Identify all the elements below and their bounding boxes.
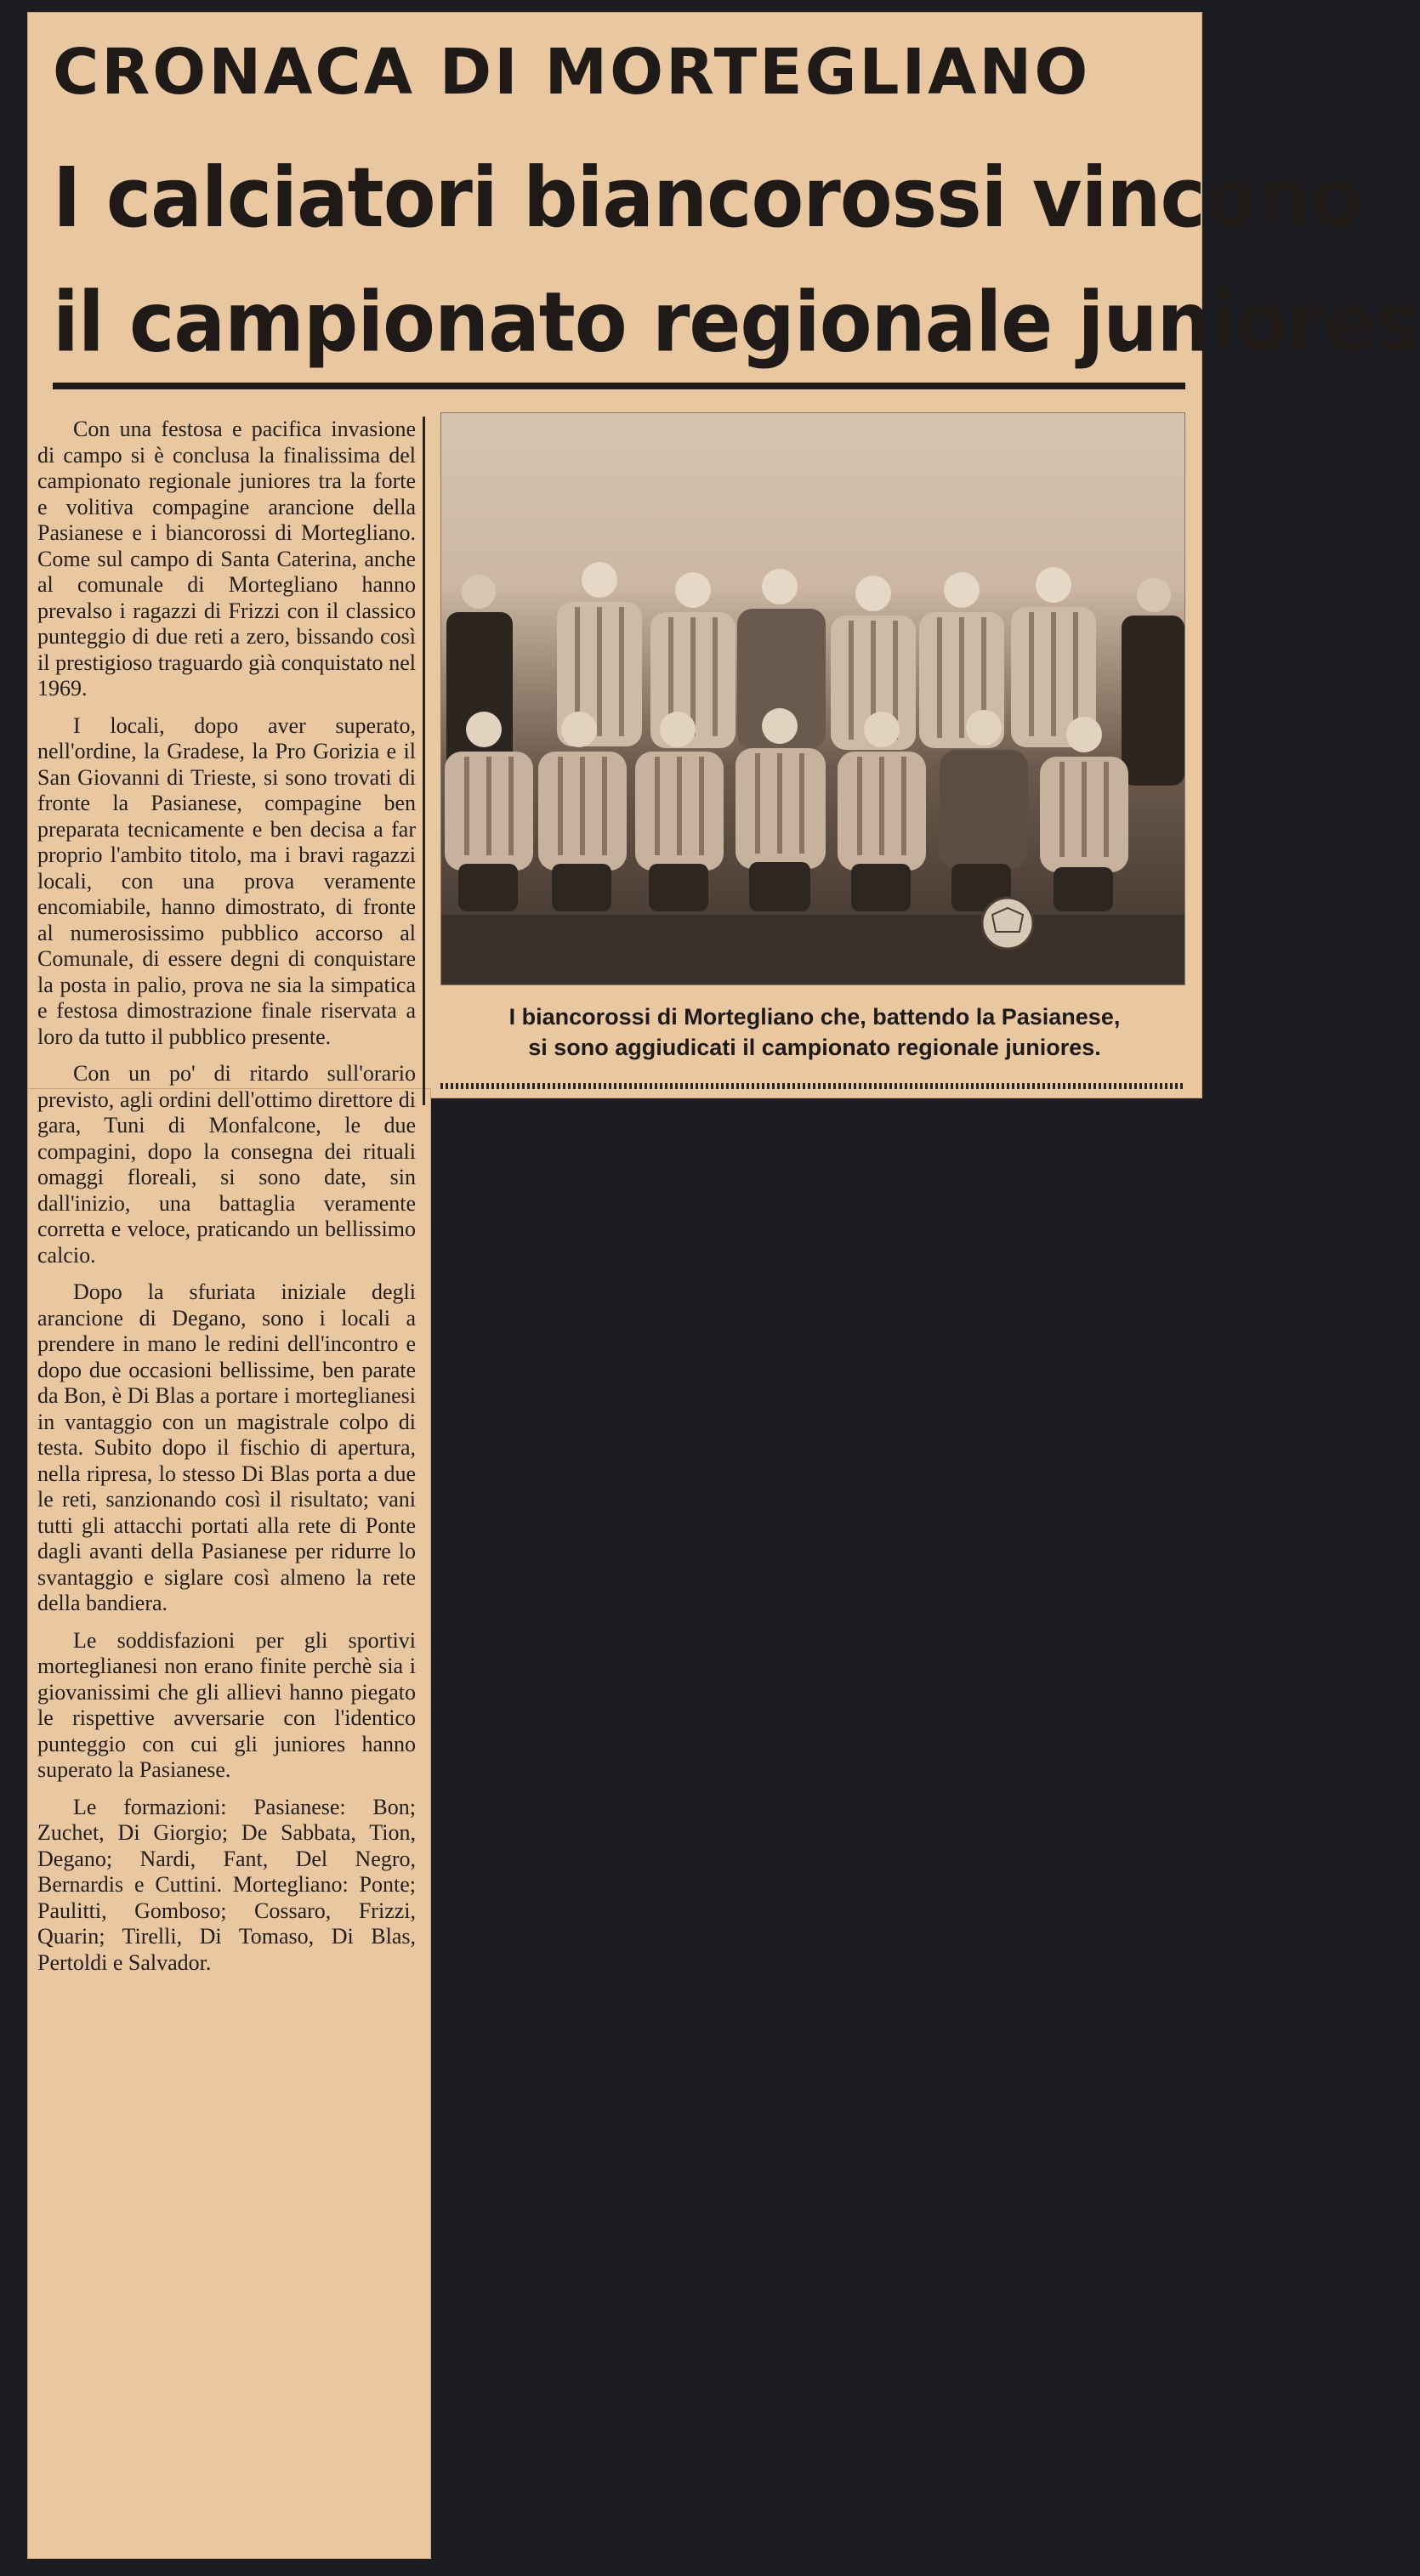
column-divider — [423, 417, 425, 1105]
headline-line-1: I calciatori biancorossi vincono — [53, 150, 1362, 247]
article-body — [37, 417, 416, 1987]
article-paragraph-2: I locali, dopo aver superato, nell'ordine, la Gradese, la Pro Gorizia e il San Giovanni di Trieste, si sono trovati di fronte la Pasianese, compagine ben preparata tecnicamente e ben decisa a far proprio l'ambito titolo, ma i bravi ragazzi locali, con una prova veramente encomiabile, hanno dimostrato, di fronte al numerosissimo pubblico accorso al Comunale, di essere degni di conquistare la posta in palio, prova ne sia la simpatica e festosa dimostrazione finale riservata a loro da tutto il pubblico presente. — [37, 712, 416, 1049]
team-photo-illustration — [441, 413, 1184, 984]
article-paragraph-1: Con una festosa e pacifica invasione di campo si è conclusa la finalissima del campionato regionale juniores tra la forte e volitiva compagine arancione della Pasianese e i biancorossi di Mortegliano. Come sul campo di Santa Caterina, anche al comunale di Mortegliano hanno prevalso i ragazzi di Frizzi con il classico punteggio di due reti a zero, bissando così il prestigioso traguardo già conquistato nel 1969. — [37, 417, 416, 701]
article-paragraph-5: Le soddisfazioni per gli sportivi morteglianesi non erano finite perchè sia i giovanissimi che gli allievi hanno piegato le rispettive avversarie con l'identico punteggio con cui gli juniores hanno superato la Pasianese. — [37, 1627, 416, 1782]
article-paragraph-6: Le formazioni: Pasianese: Bon; Zuchet, Di Giorgio; De Sabbata, Tion, Degano; Nardi, Fant, Del Negro, Bernardis e Cuttini. Mortegliano: Ponte; Paulitti, Gomboso; Cossaro, Frizzi, Quarin; Tirelli, Di Tomaso, Di Blas, Pertoldi e Salvador. — [37, 1794, 416, 1975]
caption-rule — [440, 1083, 1185, 1089]
photo-caption-line-2: si sono aggiudicati il campionato regionale juniores. — [528, 1035, 1101, 1060]
headline-rule — [53, 383, 1185, 389]
football-icon — [982, 898, 1033, 949]
article-paragraph-4: Dopo la sfuriata iniziale degli arancione di Degano, sono i locali a prendere in mano le redini dell'incontro e dopo due occasioni bellissime, ben parate da Bon, è Di Blas a portare i morteglianesi in vantaggio con un magistrale colpo di testa. Subito dopo il fischio di apertura, nella ripresa, lo stesso Di Blas porta a due le reti, sanzionando così il risultato; vani tutti gli attacchi portati alla rete di Ponte dagli avanti della Pasianese per ridurre lo svantaggio e siglare così almeno la rete della bandiera. — [37, 1279, 416, 1615]
section-kicker: CRONACA DI MORTEGLIANO — [53, 36, 1091, 109]
article-paragraph-3: Con un po' di ritardo sull'orario previsto, agli ordini dell'ottimo direttore di gara, Tuni di Monfalcone, le due compagini, dopo la consegna dei rituali omaggi floreali, si sono date, sin dall'inizio, una battaglia veramente corretta e veloce, praticando un bellissimo calcio. — [37, 1061, 416, 1268]
team-photo — [440, 412, 1185, 985]
photo-caption — [449, 1001, 1180, 1063]
headline — [53, 136, 1420, 386]
photo-caption-line-1: I biancorossi di Mortegliano che, battendo la Pasianese, — [508, 1004, 1121, 1030]
headline-line-2: il campionato regionale juniores — [53, 275, 1420, 372]
